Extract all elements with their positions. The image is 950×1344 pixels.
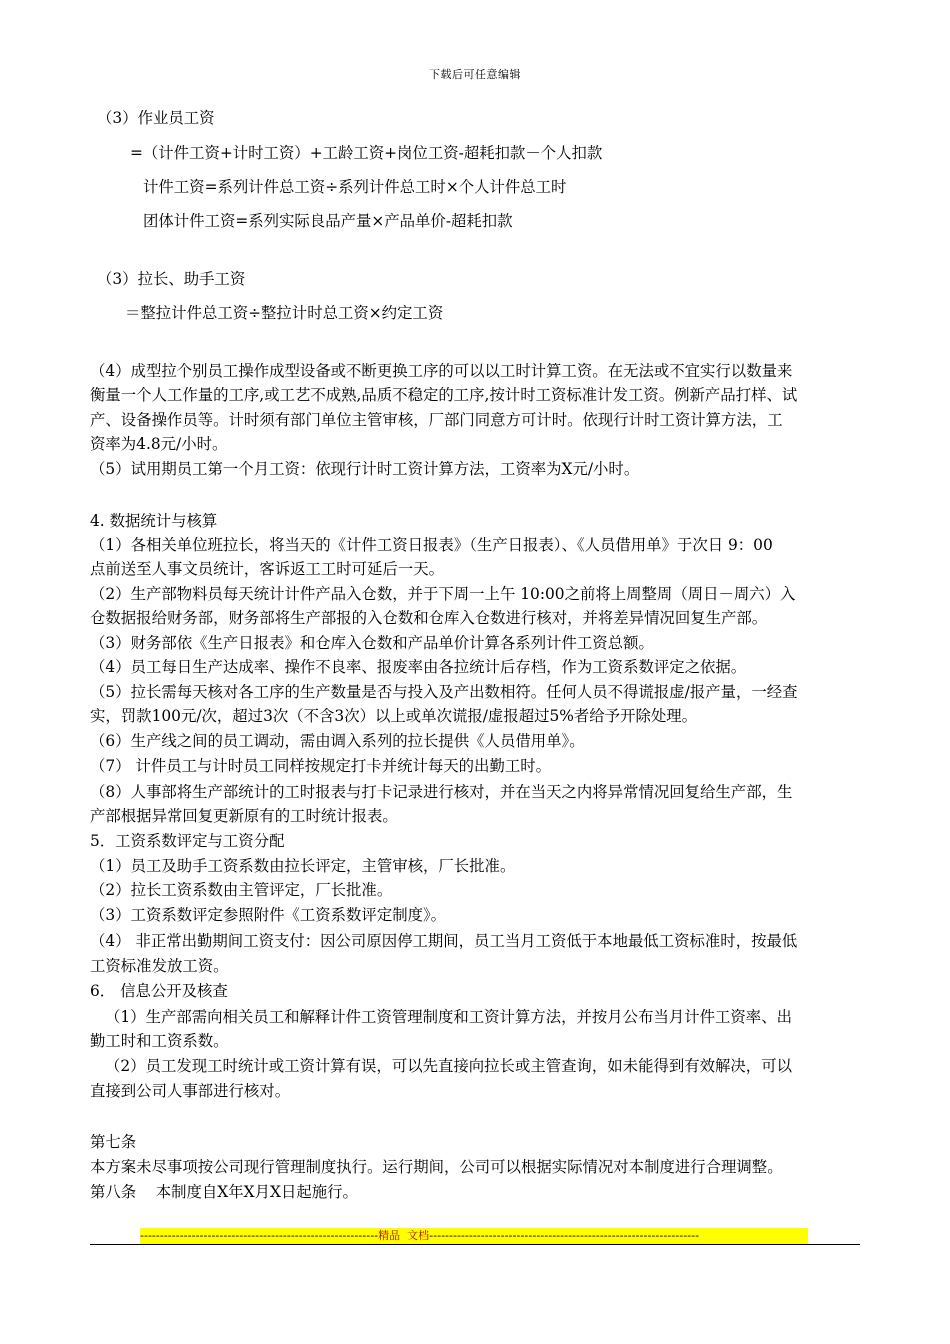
footer-label: 精品 文档	[378, 1229, 430, 1242]
page-header-note: 下载后可任意编辑	[429, 68, 521, 81]
text-line: 实，罚款100元/次，超过3次（不含3次）以上或单次谎报/虚报超过5%者给予开除处理。	[90, 707, 698, 725]
text-line: 勤工时和工资系数。	[90, 1032, 229, 1050]
footer-dashes-left: ------------------------------------------------------------	[140, 1229, 379, 1242]
text-line: （2）生产部物料员每天统计计件产品入仓数，并于下周一上午 10:00之前将上周整周（周日－周六）入	[90, 585, 796, 603]
text-line: 团体计件工资=系列实际良品产量×产品单价-超耗扣款	[143, 212, 513, 230]
text-line: （2）员工发现工时统计或工资计算有误，可以先直接向拉长或主管查询，如未能得到有效解决，可以	[105, 1057, 792, 1075]
text-line: 本方案未尽事项按公司现行管理制度执行。运行期间，公司可以根据实际情况对本制度进行合理调整。	[90, 1158, 783, 1176]
text-line: 产部根据异常回复更新原有的工时统计报表。	[90, 807, 398, 825]
text-line: （8）人事部将生产部统计的工时报表与打卡记录进行核对，并在当天之内将异常情况回复给生产部，生	[90, 783, 793, 801]
text-line: （5）拉长需每天核对各工序的生产数量是否与投入及产出数相符。任何人员不得谎报虚/报产量，一经查	[90, 683, 798, 701]
text-line: ＝整拉计件总工资÷整拉计时总工资×约定工资	[125, 304, 444, 322]
text-line: （6）生产线之间的员工调动，需由调入系列的拉长提供《人员借用单》。	[90, 732, 585, 750]
text-line: （4） 非正常出勤期间工资支付：因公司原因停工期间，员工当月工资低于本地最低工资标准时，按最低	[90, 932, 798, 950]
text-line: 点前送至人事文员统计，客诉返工工时可延后一天。	[90, 560, 444, 578]
text-line: 第八条 本制度自X年X月X日起施行。	[90, 1183, 358, 1201]
text-line: （1）员工及助手工资系数由拉长评定，主管审核，厂长批准。	[90, 857, 516, 875]
text-line: （1）生产部需向相关员工和解释计件工资管理制度和工资计算方法，并按月公布当月计件工资率、出	[105, 1008, 792, 1026]
text-line: =（计件工资+计时工资）+工龄工资+岗位工资-超耗扣款－个人扣款	[130, 144, 603, 162]
text-line: 产、设备操作员等。计时须有部门单位主管审核，厂部门同意方可计时。依现行计时工资计算方法，工	[90, 411, 783, 429]
text-line: 仓数据报给财务部，财务部将生产部报的入仓数和仓库入仓数进行核对，并将差异情况回复生产部。	[90, 609, 768, 627]
section-heading: 4. 数据统计与核算	[90, 512, 218, 530]
text-line: （1）各相关单位班拉长，将当天的《计件工资日报表》（生产日报表）、《人员借用单》于次日 9：00	[90, 536, 773, 554]
section-heading: 5．工资系数评定与工资分配	[90, 832, 285, 850]
article-heading: 第七条	[90, 1133, 137, 1151]
text-line: （4）员工每日生产达成率、操作不良率、报废率由各拉统计后存档，作为工资系数评定之依据。	[90, 658, 747, 676]
text-line: （3）财务部依《生产日报表》和仓库入仓数和产品单价计算各系列计件工资总额。	[90, 634, 654, 652]
text-line: 衡量一个人工作量的工序,或工艺不成熟,品质不稳定的工序,按计时工资标准计发工资。例新产品打样、试	[90, 386, 798, 404]
section-heading: 6． 信息公开及核查	[90, 982, 228, 1000]
text-line: （2）拉长工资系数由主管评定，厂长批准。	[90, 881, 393, 899]
text-line: 计件工资=系列计件总工资÷系列计件总工时×个人计件总工时	[143, 178, 567, 196]
text-line: （3）工资系数评定参照附件《工资系数评定制度》。	[90, 906, 447, 924]
text-line: （3）作业员工资	[97, 109, 215, 127]
text-line: （3）拉长、助手工资	[97, 270, 246, 288]
text-line: 资率为4.8元/小时。	[90, 435, 228, 453]
footer-banner	[140, 1228, 808, 1244]
footer-divider	[90, 1244, 860, 1245]
text-line: （7） 计件员工与计时员工同样按规定打卡并统计每天的出勤工时。	[90, 757, 552, 775]
text-line: 工资标准发放工资。	[90, 957, 229, 975]
text-line: 直接到公司人事部进行核对。	[90, 1082, 291, 1100]
footer-dashes-right: --------------------------------------------------------------------	[429, 1229, 700, 1242]
text-line: （4）成型拉个别员工操作成型设备或不断更换工序的可以以工时计算工资。在无法或不宜实行以数量来	[90, 362, 793, 380]
text-line: （5）试用期员工第一个月工资：依现行计时工资计算方法，工资率为X元/小时。	[90, 460, 640, 478]
